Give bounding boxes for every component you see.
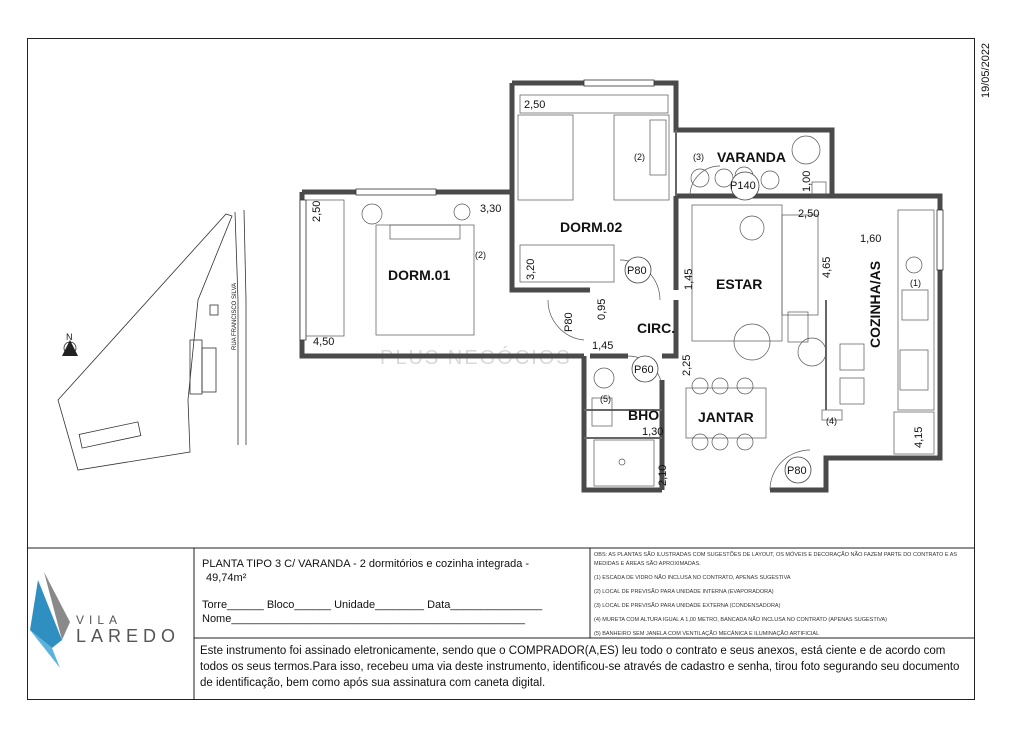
room-dorm02: DORM.02	[560, 219, 623, 235]
room-cozinha: COZINHA/AS	[867, 260, 883, 348]
plan-title-line1: PLANTA TIPO 3 C/ VARANDA - 2 dormitórios e cozinha integrada -	[202, 558, 530, 570]
note-item: (5) BANHEIRO SEM JANELA COM VENTILAÇÃO MECÂNICA E ILUMINAÇÃO ARTIFICIAL	[594, 631, 820, 637]
signature-statement: Este instrumento foi assinado eletronicamente, sendo que o COMPRADOR(A,ES) leu todo o contrato e seus anexos, está ciente e de acordo com todos os seus termos.Para isso, recebeu uma via deste instrumento, identificou-se através de cadastro e senha, tirou foto segurando seu documento de identificação, bem como após sua assinatura com caneta digital.	[200, 645, 960, 689]
form-fields	[202, 598, 542, 626]
note-item: (3) LOCAL DE PREVISÃO PARA UNIDADE EXTERNA (CONDENSADORA)	[594, 603, 781, 609]
logo-line2: LAREDO	[76, 626, 181, 646]
door-tag-p60	[632, 356, 658, 382]
dim-225: 2,25	[681, 354, 693, 376]
watermark: PLUS NEGÓCIOS	[380, 347, 572, 369]
dim-330: 3,30	[480, 203, 502, 215]
fields-line2: Nome________________________________________________	[202, 613, 525, 625]
fields-line1: Torre______ Bloco______ Unidade________ Data_______________	[202, 599, 543, 611]
svg-text:P80: P80	[627, 265, 647, 277]
dim-145-circ: 1,45	[592, 340, 614, 352]
walls	[302, 83, 940, 490]
svg-text:P60: P60	[634, 364, 654, 376]
north-arrow-icon	[62, 332, 78, 356]
date-stamp: 19/05/2022	[980, 42, 992, 98]
door-tag-p80-dorm02	[625, 257, 651, 283]
svg-text:P80: P80	[563, 312, 575, 332]
logo-line1: VILA	[76, 613, 123, 627]
vila-laredo-logo	[30, 572, 70, 668]
dim-100: 1,00	[801, 170, 813, 192]
door-tag-p80-dorm01	[563, 312, 575, 332]
dim-160: 1,60	[860, 233, 882, 245]
north-label: N	[66, 332, 73, 342]
street-label: RUA FRANCISCO SILVA	[232, 282, 238, 350]
notes-list	[594, 551, 974, 644]
dim-465: 4,65	[821, 256, 833, 278]
dim-095: 0,95	[596, 298, 608, 320]
room-bho: BHO	[628, 407, 660, 423]
dim-250-dorm01: 2,50	[311, 200, 323, 222]
dim-250-estar: 2,50	[798, 208, 820, 220]
dim-320: 3,20	[525, 258, 537, 280]
svg-text:P140: P140	[730, 180, 756, 192]
windows	[300, 80, 943, 340]
note-ref-5: (5)	[600, 394, 611, 404]
site-plan	[58, 210, 246, 470]
dim-145-estar: 1,45	[683, 268, 695, 290]
furniture	[306, 95, 934, 486]
room-jantar: JANTAR	[698, 409, 754, 425]
door-tag-p80-jantar	[785, 457, 811, 483]
door-swings	[548, 166, 810, 490]
room-estar: ESTAR	[716, 276, 763, 292]
dim-450: 4,50	[313, 336, 335, 348]
note-item: OBS: AS PLANTAS SÃO ILUSTRADAS COM SUGESTÕES DE LAYOUT, OS MÓVEIS E DECORAÇÃO NÃO FAZEM PARTE DO CONTRATO E AS MEDIDAS E ÁREAS SÃO APROXIMADAS.	[594, 552, 958, 567]
plan-title	[202, 557, 582, 585]
plan-title-line2: 49,74m²	[206, 572, 247, 584]
dim-250-dorm02: 2,50	[524, 99, 546, 111]
room-varanda: VARANDA	[717, 149, 786, 165]
dim-130: 1,30	[642, 426, 664, 438]
room-circ: CIRC.	[637, 320, 676, 336]
note-ref-1: (1)	[910, 278, 921, 288]
note-item: (2) LOCAL DE PREVISÃO PARA UNIDADE INTERNA (EVAPORADORA)	[594, 589, 774, 595]
note-ref-4: (4)	[826, 416, 837, 426]
dim-210: 2,10	[657, 464, 669, 486]
svg-text:P80: P80	[787, 465, 807, 477]
note-ref-3: (3)	[693, 152, 704, 162]
note-item: (1) ESCADA DE VIDRO NÃO INCLUSA NO CONTRATO, APENAS SUGESTIVA	[594, 575, 791, 581]
room-dorm01: DORM.01	[388, 267, 451, 283]
note-ref-2a: (2)	[475, 250, 486, 260]
note-item: (4) MURETA COM ALTURA IGUAL A 1,00 METRO, BANCADA NÃO INCLUSA NO CONTRATO (APENAS SUGESTIVA)	[594, 617, 887, 623]
note-ref-2b: (2)	[634, 152, 645, 162]
dim-415: 4,15	[913, 426, 925, 448]
